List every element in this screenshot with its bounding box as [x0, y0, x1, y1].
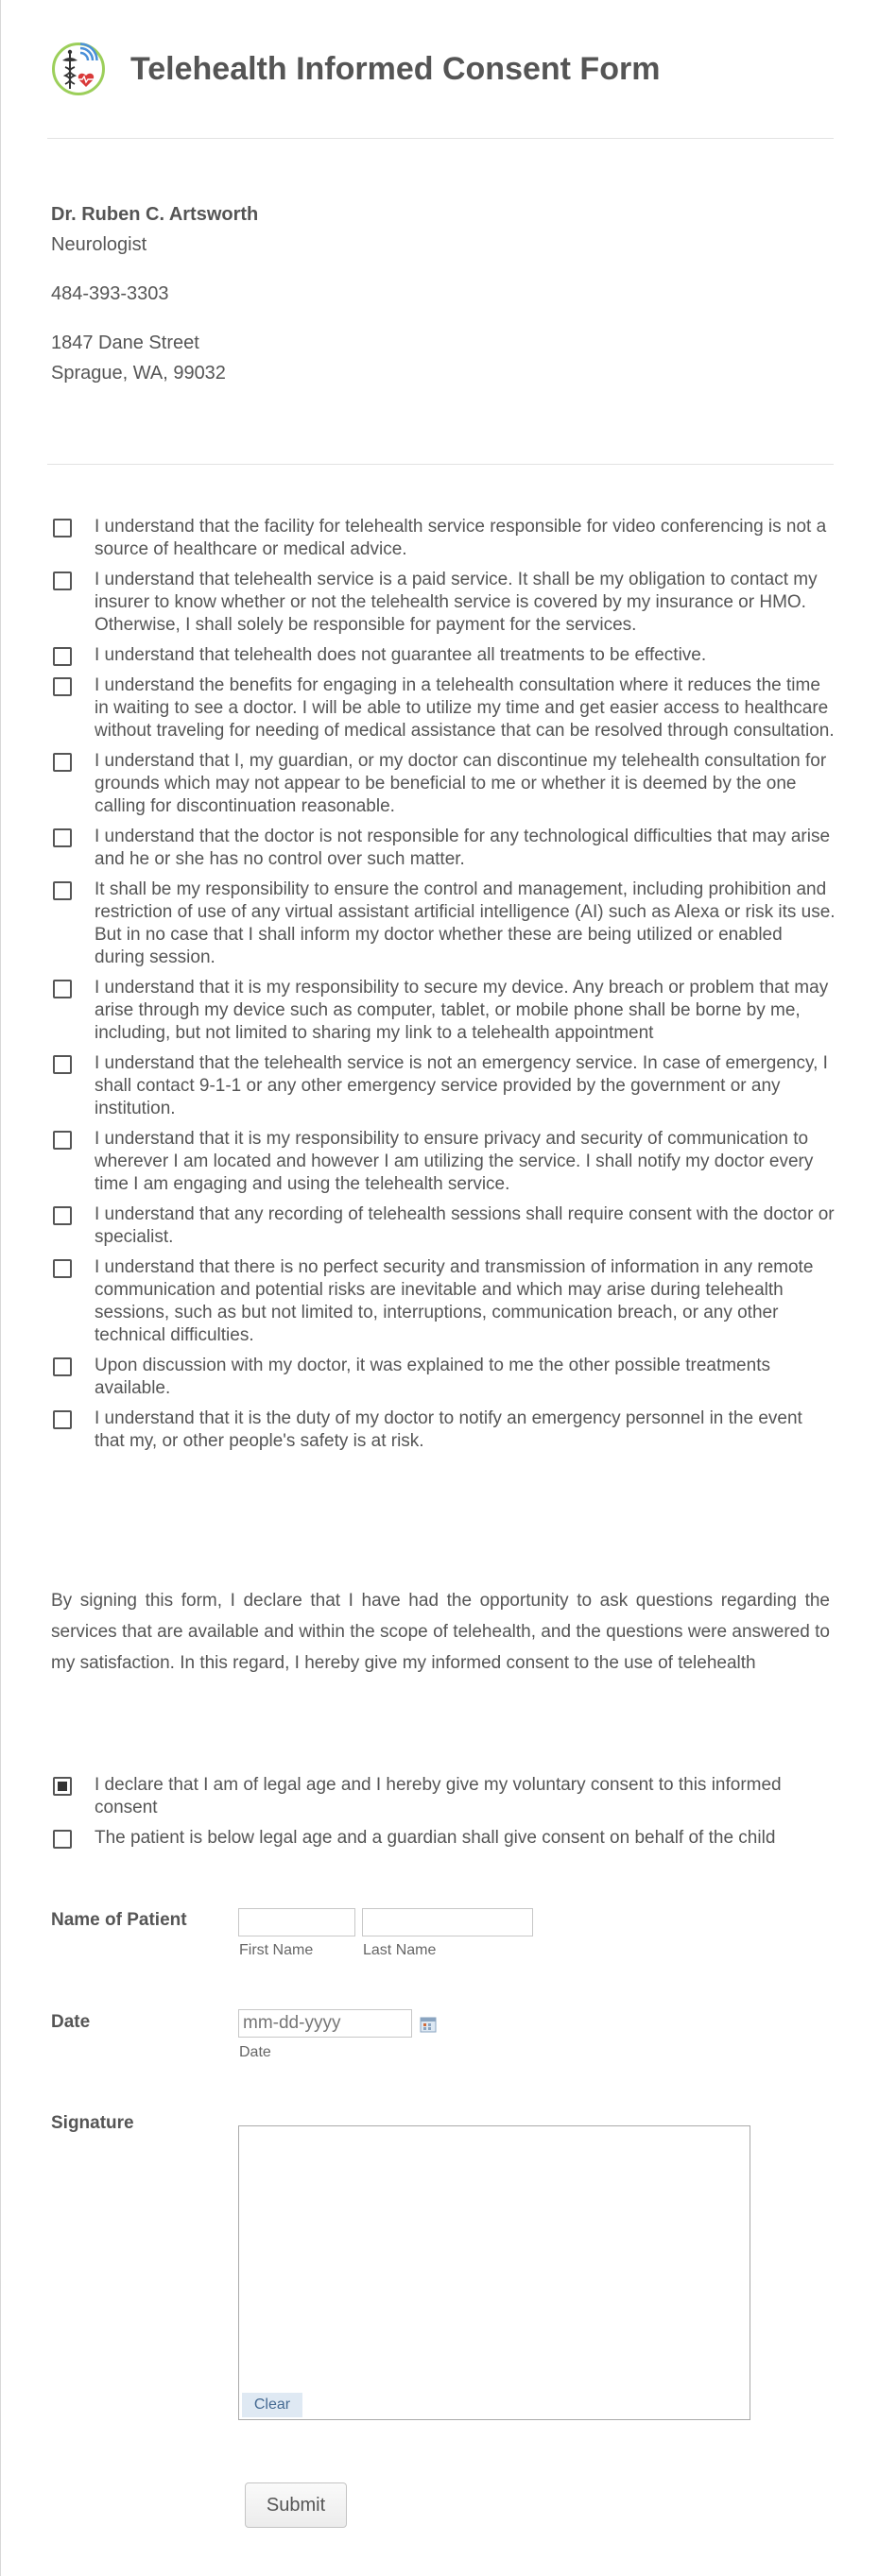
last-name-sublabel: Last Name	[363, 1942, 437, 1958]
checkbox-label: I understand that there is no perfect security and transmission of information in any remote communication and potential risks are inevitable and which may arise during telehealth sessions, such as but not limited to, interruptions, communication breach, or any other technical difficulties.	[95, 1257, 814, 1345]
checkbox-item[interactable]	[51, 750, 836, 818]
checkbox-label: I understand that it is my responsibility to secure my device. Any breach or problem that may arise through my device such as computer, tablet, or mobile phone shall be borne by me, including, but not limited to sharing my link to a telehealth appointment	[95, 978, 829, 1043]
doctor-info	[51, 199, 258, 388]
checkbox[interactable]	[53, 1830, 72, 1849]
info-divider	[47, 464, 834, 465]
checkbox[interactable]	[53, 1357, 72, 1376]
checkbox-label: It shall be my responsibility to ensure the control and management, including prohibition and restriction of use of any virtual assistant artificial intelligence (AI) such as Alexa or risk its use. But in no case that I shall inform my doctor whether these are being utilized or enabled during session.	[95, 879, 836, 967]
signature-pad[interactable]	[238, 2125, 750, 2420]
form-title: Telehealth Informed Consent Form	[130, 51, 661, 87]
form-header	[51, 42, 834, 96]
header-divider	[47, 138, 834, 139]
checkbox-item[interactable]	[51, 977, 836, 1045]
last-name-input[interactable]	[362, 1908, 533, 1936]
checkbox-item[interactable]	[51, 1128, 836, 1196]
doctor-name: Dr. Ruben C. Artsworth	[51, 204, 259, 225]
submit-button[interactable]: Submit	[245, 2482, 347, 2528]
checkbox[interactable]	[53, 1055, 72, 1074]
checkbox[interactable]	[53, 980, 72, 998]
checkbox-item[interactable]	[51, 569, 836, 637]
checkbox-item[interactable]	[51, 826, 836, 871]
checkbox[interactable]	[53, 828, 72, 847]
checkbox[interactable]	[53, 647, 72, 666]
checkbox-item[interactable]	[51, 644, 836, 667]
checkbox[interactable]	[53, 677, 72, 696]
checkbox[interactable]	[53, 1131, 72, 1150]
consent-checklist	[51, 516, 836, 1460]
checkbox-item[interactable]	[51, 1774, 836, 1819]
checkbox-label: I understand that telehealth service is a paid service. It shall be my obligation to contact my insurer to know whether or not the telehealth service is covered by my insurance or HMO. Otherwise, I shall solely be responsible for payment for the services.	[95, 570, 818, 635]
checkbox-item[interactable]	[51, 1355, 836, 1400]
checkbox-label: The patient is below legal age and a guardian shall give consent on behalf of the child	[95, 1828, 776, 1848]
doctor-address-line2: Sprague, WA, 99032	[51, 363, 226, 384]
page-left-border	[0, 0, 1, 2576]
checkbox-label: Upon discussion with my doctor, it was explained to me the other possible treatments available.	[95, 1356, 770, 1398]
checkbox-item[interactable]	[51, 1203, 836, 1249]
consent-declaration: By signing this form, I declare that I have had the opportunity to ask questions regarding the services that are available and within the scope of telehealth, and the questions were answered to my satisfaction. In this regard, I hereby give my informed consent to the use of telehealth	[51, 1591, 830, 1673]
patient-name-label: Name of Patient	[51, 1910, 187, 1930]
checkbox[interactable]	[53, 519, 72, 537]
checkbox-label: I declare that I am of legal age and I hereby give my voluntary consent to this informed consent	[95, 1775, 782, 1817]
checkbox-item[interactable]	[51, 879, 836, 969]
checkbox[interactable]	[53, 1259, 72, 1278]
checkbox-label: I understand that it is the duty of my doctor to notify an emergency personnel in the event that my, or other people's safety is at risk.	[95, 1408, 802, 1451]
checkbox[interactable]	[53, 1206, 72, 1225]
clear-signature-button[interactable]: Clear	[242, 2393, 302, 2417]
checkbox-item[interactable]	[51, 516, 836, 561]
info-spacer	[51, 309, 258, 328]
checkbox-checked[interactable]	[53, 1777, 72, 1796]
doctor-address-line1: 1847 Dane Street	[51, 333, 199, 353]
checkbox[interactable]	[53, 571, 72, 590]
signature-label: Signature	[51, 2113, 134, 2133]
checkbox-item[interactable]	[51, 1407, 836, 1453]
checkbox[interactable]	[53, 753, 72, 772]
checkbox[interactable]	[53, 881, 72, 900]
doctor-specialty: Neurologist	[51, 234, 147, 255]
first-name-input[interactable]	[238, 1908, 355, 1936]
checkbox-label: I understand the benefits for engaging in a telehealth consultation where it reduces the time in waiting to see a doctor. I will be able to utilize my time and get easier access to healthcare without traveling for needing of medical assistance that can be resolved through consultation.	[95, 675, 835, 741]
checkbox-label: I understand that the facility for telehealth service responsible for video conferencing is not a source of healthcare or medical advice.	[95, 517, 827, 559]
checkbox-label: I understand that it is my responsibility to ensure privacy and security of communication to wherever I am located and however I am utilizing the service. I shall notify my doctor every time I am engaging and using the telehealth service.	[95, 1129, 814, 1194]
date-label: Date	[51, 2012, 91, 2032]
checkbox-item[interactable]	[51, 1827, 836, 1850]
checkbox[interactable]	[53, 1410, 72, 1429]
checkbox-label: I understand that I, my guardian, or my doctor can discontinue my telehealth consultation for grounds which may not appear to be beneficial to me or whether it is deemed by the one calling for discontinuation reasonable.	[95, 751, 827, 816]
age-consent-options	[51, 1774, 836, 1857]
checkbox-label: I understand that the doctor is not responsible for any technological difficulties that may arise and he or she has no control over such matter.	[95, 827, 831, 869]
checkbox-item[interactable]	[51, 1052, 836, 1120]
checkbox-label: I understand that telehealth does not guarantee all treatments to be effective.	[95, 645, 707, 665]
checkbox-label: I understand that any recording of telehealth sessions shall require consent with the doctor or specialist.	[95, 1204, 835, 1247]
info-spacer	[51, 260, 258, 279]
calendar-icon[interactable]	[420, 2016, 437, 2033]
date-input[interactable]	[238, 2009, 412, 2038]
checkbox-item[interactable]	[51, 1256, 836, 1347]
caduceus-heart-wifi-icon	[51, 42, 106, 96]
doctor-phone: 484-393-3303	[51, 283, 169, 304]
checkbox-item[interactable]	[51, 674, 836, 742]
first-name-sublabel: First Name	[239, 1942, 314, 1958]
checkbox-label: I understand that the telehealth service is not an emergency service. In case of emergency, I shall contact 9-1-1 or any other emergency service provided by the government or any institution.	[95, 1053, 828, 1118]
date-sublabel: Date	[239, 2044, 271, 2060]
